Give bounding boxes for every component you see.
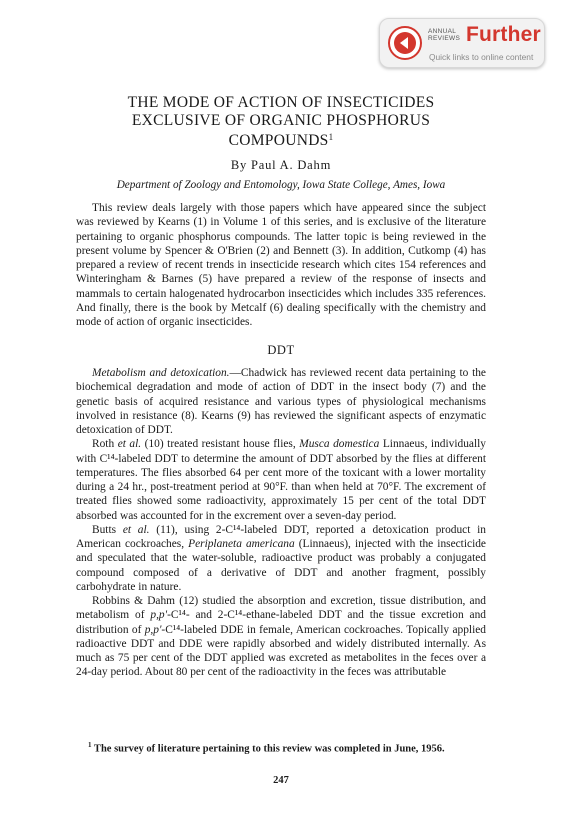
- subheading: Metabolism and detoxication.: [92, 367, 230, 379]
- p3-species: Periplaneta americana: [188, 538, 295, 550]
- ddt-section-body: [76, 366, 486, 680]
- section-heading: DDT: [267, 343, 295, 357]
- title-line-3-text: COMPOUNDS: [228, 132, 329, 149]
- title-footnote-mark[interactable]: 1: [328, 132, 334, 142]
- p1-text: —Chadwick has reviewed recent data pertaining to the biochemical degradation and mode of action of DDT in the insect body (7) and the genetic basis of acquired resistance and various types of physiological mechanisms involved in resistance (8). Kearns (9) has reviewed the significant aspects of enzymatic detoxication of DDT.: [76, 367, 486, 436]
- p2-text-c: Linnaeus, individually with C¹⁴-labeled DDT to determine the amount of DDT absorbed by the flies at different temperatures. The flies absorbed 64 per cent more of the toxicant with a lower mortality during a 24 hr., post-treatment period at 90°F. than when held at 70°F. The excrement of treated flies showed some radioactivity, approximately 15 per cent of the total DDT absorbed was accounted for in the excrement over a seven-day period.: [76, 438, 486, 522]
- p4-pp-2: p,p': [144, 623, 162, 636]
- p4-text-b: -C¹⁴- and 2-C¹⁴-ethane-labeled DDT and the tissue excretion and distribution of: [76, 609, 486, 636]
- paragraph-metabolism: [76, 366, 486, 437]
- intro-paragraph: This review deals largely with those papers which have appeared since the subject was reviewed by Kearns (1) in Volume 1 of this series, and is exclusive of the literature pertaining to organic phosphorus compounds. The latter topic is being reviewed in the present volume by Spencer & O'Brien (2) and Bennett (3). In addition, Cutkomp (4) has prepared a review of recent trends in insecticide research which cites 154 references and Winteringham & Barnes (5) have prepared a review of the response of insects and mammals to certain halogenated hydrocarbon insecticides which includes 335 references. And finally, there is the book by Metcalf (6) dealing specifically with the chemistry and mode of action of organic insecticides.: [76, 202, 486, 328]
- paragraph-roth: [76, 437, 486, 523]
- p2-species: Musca domestica: [299, 438, 380, 451]
- annual-reviews-further-badge[interactable]: [379, 18, 545, 68]
- badge-reviews: REVIEWS: [428, 35, 461, 42]
- p2-text-b: (10) treated resistant house flies,: [141, 438, 300, 451]
- article-title: [0, 94, 562, 150]
- paragraph-butts: [76, 523, 486, 594]
- p3-text-b: (11), using 2-C¹⁴-labeled DDT, reported a detoxication product in American cockroaches,: [76, 523, 487, 550]
- p4-text-c: -C¹⁴-labeled DDE in female, American cockroaches. Topically applied radioactive DDT and DDE were rapidly absorbed and widely distributed internally. As much as 75 per cent of the DDT applied was excreted as metabolites in the feces over a 24-day period. About 80 per cent of the radioactivity in the feces was attributable: [76, 623, 486, 679]
- footnote: [76, 741, 486, 755]
- intro-section: [76, 201, 486, 329]
- footnote-text: The survey of literature pertaining to this review was completed in June, 1956.: [91, 743, 445, 755]
- paragraph-robbins: [76, 594, 486, 680]
- p2-text-a: Roth: [92, 438, 118, 451]
- title-line-2: EXCLUSIVE OF ORGANIC PHOSPHORUS: [131, 111, 431, 129]
- title-line-3: [0, 129, 562, 150]
- p4-text-a: Robbins & Dahm (12) studied the absorption and excretion, tissue distribution, and metabolism of: [76, 595, 486, 622]
- footnote-mark: 1: [88, 741, 92, 749]
- affiliation: Department of Zoology and Entomology, Iowa State College, Ames, Iowa: [116, 179, 446, 191]
- p4-pp-1: p,p': [150, 609, 168, 622]
- page-number: 247: [273, 775, 289, 786]
- annual-reviews-logo-text: [428, 28, 460, 42]
- p3-text-a: Butts: [92, 523, 123, 536]
- badge-further: Further: [466, 23, 541, 46]
- p3-text-c: (Linnaeus), injected with the insecticide and speculated that the water-soluble, radioactive product was probably a conjugated compound composed of a derivative of DDT and another fragment, possibly carbohydrate in nature.: [76, 538, 486, 593]
- author-line: By Paul A. Dahm: [230, 158, 332, 172]
- badge-subtitle: Quick links to online content: [429, 52, 534, 62]
- title-line-1: THE MODE OF ACTION OF INSECTICIDES: [127, 94, 435, 111]
- play-icon: [388, 26, 422, 60]
- badge-annual: ANNUAL: [428, 28, 457, 35]
- p3-et-al: et al.: [122, 523, 150, 536]
- p2-et-al: et al.: [117, 438, 142, 451]
